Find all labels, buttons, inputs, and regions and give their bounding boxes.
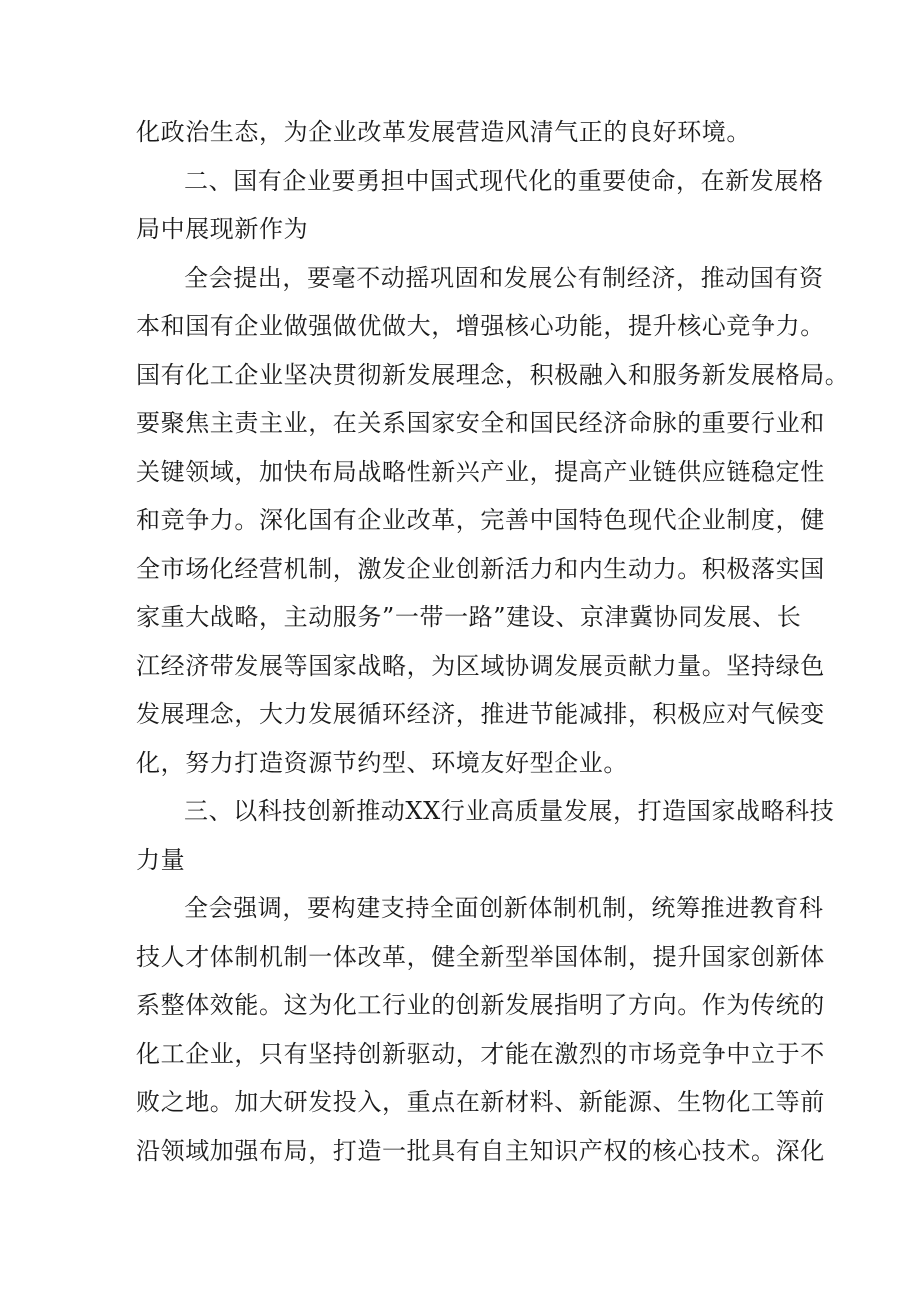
paragraph-line: 关键领域，加快布局战略性新兴产业，提高产业链供应链稳定性 <box>136 457 825 486</box>
paragraph-line: 和竞争力。深化国有企业改革，完善中国特色现代企业制度，健 <box>136 506 825 534</box>
paragraph-line: 沿领域加强布局，打造一批具有自主知识产权的核心技术。深化 <box>136 1136 825 1165</box>
paragraph-line: 败之地。加大研发投入，重点在新材料、新能源、生物化工等前 <box>136 1088 825 1116</box>
section-heading-3: 三、以科技创新推动XX行业高质量发展，打造国家战略科技 <box>184 797 835 825</box>
paragraph-line: 家重大战略，主动服务”一带一路”建设、京津冀协同发展、长 <box>136 603 802 631</box>
section-heading-2-cont: 局中展现新作为 <box>136 215 309 243</box>
paragraph-line: 要聚焦主责主业，在关系国家安全和国民经济命脉的重要行业和 <box>136 409 825 437</box>
paragraph-line: 全市场化经营机制，激发企业创新活力和内生动力。积极落实国 <box>136 554 825 583</box>
paragraph-line: 技人才体制机制一体改革，健全新型举国体制，提升国家创新体 <box>136 942 825 971</box>
paragraph-line: 江经济带发展等国家战略，为区域协调发展贡献力量。坚持绿色 <box>136 651 825 680</box>
paragraph-line: 发展理念，大力发展循环经济，推进节能减排，积极应对气候变 <box>136 700 825 728</box>
document-body <box>136 108 850 1175</box>
paragraph-line: 全会提出，要毫不动摇巩固和发展公有制经济，推动国有资 <box>184 263 824 292</box>
paragraph-line: 全会强调，要构建支持全面创新体制机制，统筹推进教育科 <box>184 894 824 922</box>
section-heading-3-cont: 力量 <box>136 845 186 874</box>
paragraph-line: 化工企业，只有坚持创新驱动，才能在激烈的市场竞争中立于不 <box>136 1039 825 1068</box>
section-heading-2: 二、国有企业要勇担中国式现代化的重要使命，在新发展格 <box>184 166 824 195</box>
paragraph-line: 化，努力打造资源节约型、环境友好型企业。 <box>136 748 628 777</box>
paragraph-line: 本和国有企业做强做优做大，增强核心功能，提升核心竞争力。 <box>136 312 825 340</box>
text-line: 化政治生态，为企业改革发展营造风清气正的良好环境。 <box>136 118 751 146</box>
paragraph-line: 国有化工企业坚决贯彻新发展理念，积极融入和服务新发展格局。 <box>136 360 850 389</box>
paragraph-line: 系整体效能。这为化工行业的创新发展指明了方向。作为传统的 <box>136 991 825 1019</box>
